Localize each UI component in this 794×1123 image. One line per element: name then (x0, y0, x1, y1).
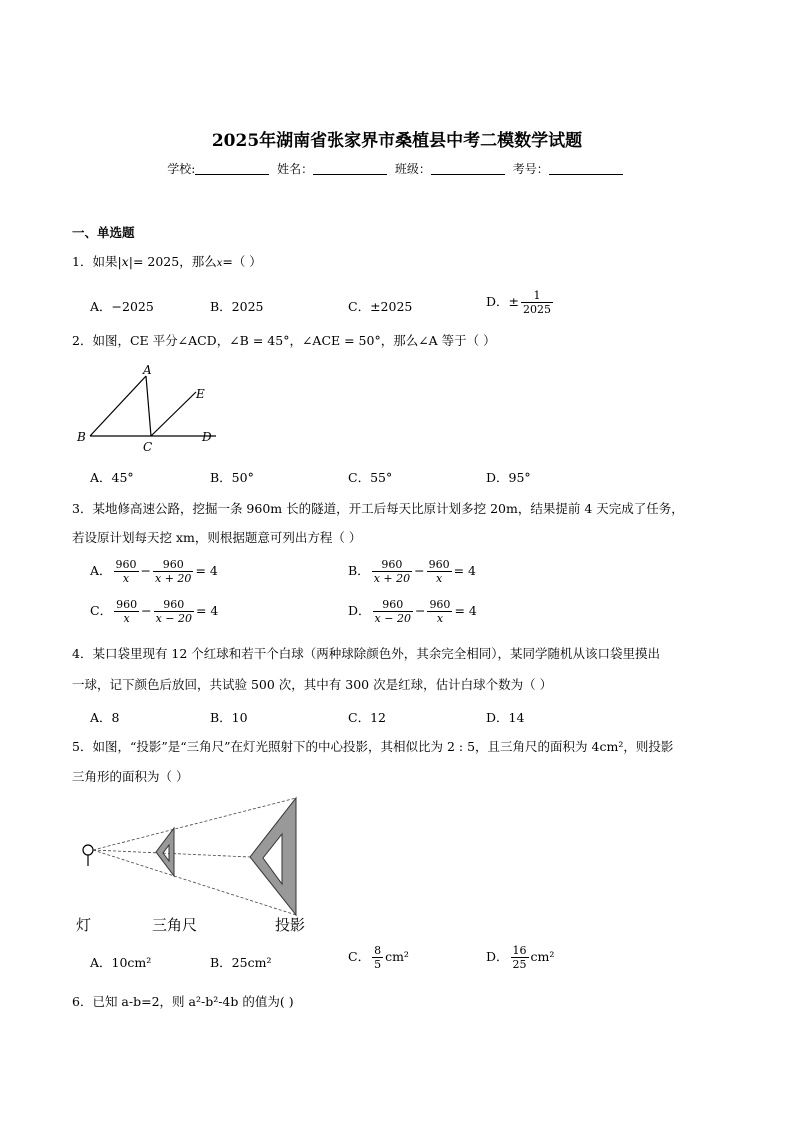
q1-option-c[interactable]: C．±2025 (348, 299, 413, 314)
q1-stem-a: 1．如果 (72, 254, 118, 269)
q3-b-den-2: x (435, 572, 443, 585)
label-c: C (143, 440, 153, 454)
q4-option-a[interactable]: A．8 (90, 710, 120, 725)
q2-figure (74, 362, 224, 458)
label-e: E (196, 387, 205, 401)
q5-d-unit: cm² (530, 949, 555, 964)
school-label: 学校: (167, 162, 196, 176)
q3-c-label: C． (90, 603, 113, 618)
q5-c-label: C． (348, 949, 371, 964)
label-lamp: 灯 (76, 916, 92, 934)
q3-c-rhs: = 4 (195, 603, 219, 618)
question-2-stem: 2．如图，CE 平分∠ACD，∠B = 45°，∠ACE = 50°，那么∠A 等于（ ） (72, 333, 496, 348)
q3-option-a[interactable] (90, 558, 218, 585)
q5-figure (70, 790, 320, 940)
q3-c-num-2: 960 (154, 598, 194, 612)
q3-option-b[interactable] (348, 558, 476, 585)
class-label: 班级： (394, 162, 431, 176)
question-4-line-1: 4．某口袋里现有 12 个红球和若干个白球（两种球除颜色外，其余完全相同），某同学随机从该口袋里摸出 (72, 646, 661, 661)
q1-d-prefix: D．± (486, 294, 519, 309)
q3-a-den-2: x + 20 (155, 572, 192, 585)
student-info-line (0, 160, 794, 177)
q3-b-minus: − (414, 563, 425, 578)
q3-a-num-2: 960 (153, 558, 193, 572)
question-1-stem (72, 254, 262, 272)
q1-var: x (216, 258, 223, 269)
q1-d-denominator: 2025 (523, 303, 551, 316)
q1-option-a[interactable]: A．−2025 (90, 299, 154, 314)
lamp-icon (83, 845, 93, 855)
q3-a-minus: − (140, 563, 152, 578)
q3-d-minus: − (414, 603, 426, 618)
label-a: A (143, 363, 152, 377)
q3-d-label: D． (348, 603, 371, 618)
section-heading: 一、单选题 (72, 225, 135, 240)
q1-stem-b: = 2025，那么 (132, 254, 217, 269)
q1-option-b[interactable]: B．2025 (210, 299, 264, 314)
name-label: 姓名： (277, 162, 314, 176)
label-projection: 投影 (275, 916, 306, 934)
label-b: B (77, 430, 86, 444)
label-ruler: 三角尺 (152, 916, 198, 934)
school-blank[interactable] (195, 162, 269, 175)
q5-option-d[interactable] (486, 944, 554, 971)
line-ce (151, 392, 196, 436)
q4-option-b[interactable]: B．10 (210, 710, 248, 725)
question-4-line-2: 一球，记下颜色后放回，共试验 500 次，其中有 300 次是红球，估计白球个数为（ ） (72, 677, 553, 692)
q3-b-num-2: 960 (428, 558, 450, 571)
name-blank[interactable] (313, 162, 387, 175)
q3-a-rhs: = 4 (195, 563, 218, 578)
q3-a-num-1: 960 (115, 558, 137, 571)
q1-d-numerator: 1 (521, 289, 553, 303)
q3-c-den-1: x (123, 612, 130, 625)
q3-d-num-2: 960 (429, 598, 451, 611)
question-5-line-2: 三角形的面积为（ ） (72, 769, 189, 784)
q1-abs-x: |x| (117, 254, 133, 269)
q3-d-den-1: x − 20 (374, 612, 411, 625)
triangle-ruler (156, 828, 174, 876)
q5-option-a[interactable]: A．10cm² (90, 955, 152, 970)
q3-c-den-2: x − 20 (155, 612, 192, 625)
class-blank[interactable] (431, 162, 505, 175)
number-label: 考号： (512, 162, 549, 176)
projection-line-bottom (93, 850, 296, 915)
line-ac (146, 376, 151, 436)
q5-d-numerator: 16 (512, 944, 527, 957)
page-title: 2025年湖南省张家界市桑植县中考二模数学试题 (211, 131, 583, 151)
q2-option-a[interactable]: A．45° (90, 470, 134, 485)
q3-d-den-2: x (436, 612, 444, 625)
q1-option-d[interactable] (486, 289, 555, 316)
question-5-line-1: 5．如图，“投影”是“三角尺”在灯光照射下的中心投影，其相似比为 2 : 5，且三角尺的面积为 4cm²，则投影 (72, 739, 674, 754)
q5-option-b[interactable]: B．25cm² (210, 955, 272, 970)
q4-option-c[interactable]: C．12 (348, 710, 386, 725)
q5-d-label: D． (486, 949, 509, 964)
label-d: D (202, 430, 212, 444)
question-3-line-2: 若设原计划每天挖 xm，则根据题意可列出方程（ ） (72, 530, 362, 545)
projection-triangle (250, 798, 296, 915)
q3-b-den-1: x + 20 (373, 572, 411, 585)
q3-b-label: B． (348, 563, 370, 578)
q3-c-minus: − (141, 603, 152, 618)
q5-c-unit: cm² (385, 949, 409, 964)
q5-d-denominator: 25 (512, 958, 527, 971)
q3-option-d[interactable] (348, 598, 477, 625)
q5-c-numerator: 8 (374, 944, 382, 957)
number-blank[interactable] (549, 162, 623, 175)
q1-stem-c: =（ ） (222, 254, 262, 269)
q2-option-d[interactable]: D．95° (486, 470, 531, 485)
q3-b-num-1: 960 (372, 558, 412, 572)
q3-b-rhs: = 4 (453, 563, 476, 578)
question-6-stem: 6．已知 a-b=2，则 a²-b²-4b 的值为( ) (72, 994, 294, 1009)
q5-option-c[interactable] (348, 944, 409, 971)
q3-d-rhs: = 4 (454, 603, 477, 618)
q2-option-b[interactable]: B．50° (210, 470, 254, 485)
q3-a-den-1: x (122, 572, 130, 585)
q5-c-denominator: 5 (374, 958, 382, 971)
question-3-line-1: 3．某地修高速公路，挖掘一条 960m 长的隧道，开工后每天比原计划多挖 20m，结果提前 4 天完成了任务， (72, 501, 684, 516)
q3-d-num-1: 960 (373, 598, 413, 612)
line-ba (90, 376, 146, 436)
q3-a-label: A． (90, 563, 112, 578)
q3-c-num-1: 960 (116, 598, 138, 611)
q4-option-d[interactable]: D．14 (486, 710, 525, 725)
q2-option-c[interactable]: C．55° (348, 470, 393, 485)
q3-option-c[interactable] (90, 598, 218, 625)
